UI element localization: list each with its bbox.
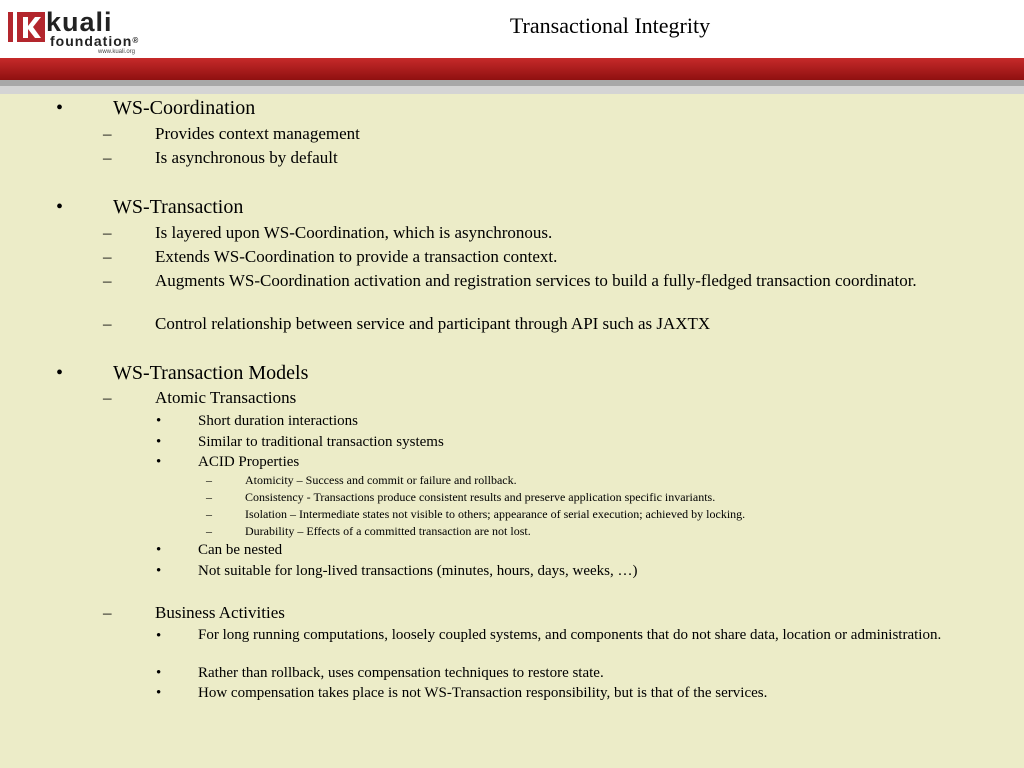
list-item-text: Isolation – Intermediate states not visible to others; appearance of serial execution; achieved by locking. bbox=[245, 507, 746, 521]
dash-marker: – bbox=[103, 223, 112, 242]
list-item-text: Not suitable for long-lived transactions (minutes, hours, days, weeks, …) bbox=[198, 563, 638, 579]
list-item-text: ACID Properties bbox=[198, 454, 300, 470]
dash-marker: – bbox=[103, 388, 112, 407]
dash-marker: – bbox=[103, 314, 112, 333]
list-item-text: Provides context management bbox=[155, 124, 360, 143]
list-item-text: Augments WS-Coordination activation and registration services to build a fully-fledged transaction coordinator. bbox=[155, 271, 917, 290]
bullet-text: WS-Transaction Models bbox=[113, 362, 309, 384]
list-item-text: Rather than rollback, uses compensation techniques to restore state. bbox=[198, 665, 604, 681]
kuali-k-mark-icon bbox=[8, 10, 46, 44]
list-item-text: Control relationship between service and participant through API such as JAXTX bbox=[155, 314, 711, 333]
logo-subtitle: foundation® bbox=[50, 33, 140, 49]
kuali-logo bbox=[6, 6, 156, 58]
bullet-marker: • bbox=[156, 628, 162, 644]
list-item-text: Similar to traditional transaction systems bbox=[198, 434, 444, 450]
bullet-marker: • bbox=[156, 542, 162, 558]
logo-url: www.kuali.org bbox=[98, 49, 136, 55]
bullet-text: WS-Transaction bbox=[113, 196, 244, 218]
header-band-red bbox=[0, 58, 1024, 80]
bullet-marker: • bbox=[56, 362, 64, 384]
bullet-marker: • bbox=[156, 413, 162, 429]
list-item-text: Business Activities bbox=[155, 603, 285, 622]
dash-marker: – bbox=[206, 490, 212, 504]
dash-marker: – bbox=[103, 271, 112, 290]
bullet-marker: • bbox=[56, 196, 64, 218]
list-item-text: Is asynchronous by default bbox=[155, 148, 338, 167]
list-item-text: Short duration interactions bbox=[198, 413, 358, 429]
list-item-text: How compensation takes place is not WS-Transaction responsibility, but is that of the services. bbox=[198, 685, 768, 701]
bullet-marker: • bbox=[56, 97, 64, 119]
list-item-text: Durability – Effects of a committed transaction are not lost. bbox=[245, 524, 531, 538]
dash-marker: – bbox=[103, 124, 112, 143]
dash-marker: – bbox=[103, 148, 112, 167]
logo-wordmark: kuali bbox=[46, 7, 113, 37]
list-item-text: Atomicity – Success and commit or failure and rollback. bbox=[245, 473, 517, 487]
dash-marker: – bbox=[206, 473, 212, 487]
bullet-marker: • bbox=[156, 665, 162, 681]
list-item-text: Can be nested bbox=[198, 542, 283, 558]
bullet-marker: • bbox=[156, 454, 162, 470]
list-item-text: For long running computations, loosely coupled systems, and components that do not share data, location or administration. bbox=[198, 627, 942, 643]
bullet-marker: • bbox=[156, 563, 162, 579]
dash-marker: – bbox=[103, 247, 112, 266]
list-item-text: Consistency - Transactions produce consistent results and preserve application specific invariants. bbox=[245, 490, 716, 504]
slide-header bbox=[0, 0, 1024, 58]
bullet-marker: • bbox=[156, 434, 162, 450]
bullet-marker: • bbox=[156, 685, 162, 701]
list-item-text: Extends WS-Coordination to provide a transaction context. bbox=[155, 247, 558, 266]
slide-content bbox=[0, 94, 1024, 768]
slide-title: Transactional Integrity bbox=[509, 13, 711, 38]
dash-marker: – bbox=[206, 524, 212, 538]
dash-marker: – bbox=[206, 507, 212, 521]
bullet-text: WS-Coordination bbox=[113, 97, 256, 119]
list-item-text: Atomic Transactions bbox=[155, 388, 297, 407]
list-item-text: Is layered upon WS-Coordination, which is asynchronous. bbox=[155, 223, 553, 242]
header-band-light-grey bbox=[0, 86, 1024, 94]
dash-marker: – bbox=[103, 603, 112, 622]
